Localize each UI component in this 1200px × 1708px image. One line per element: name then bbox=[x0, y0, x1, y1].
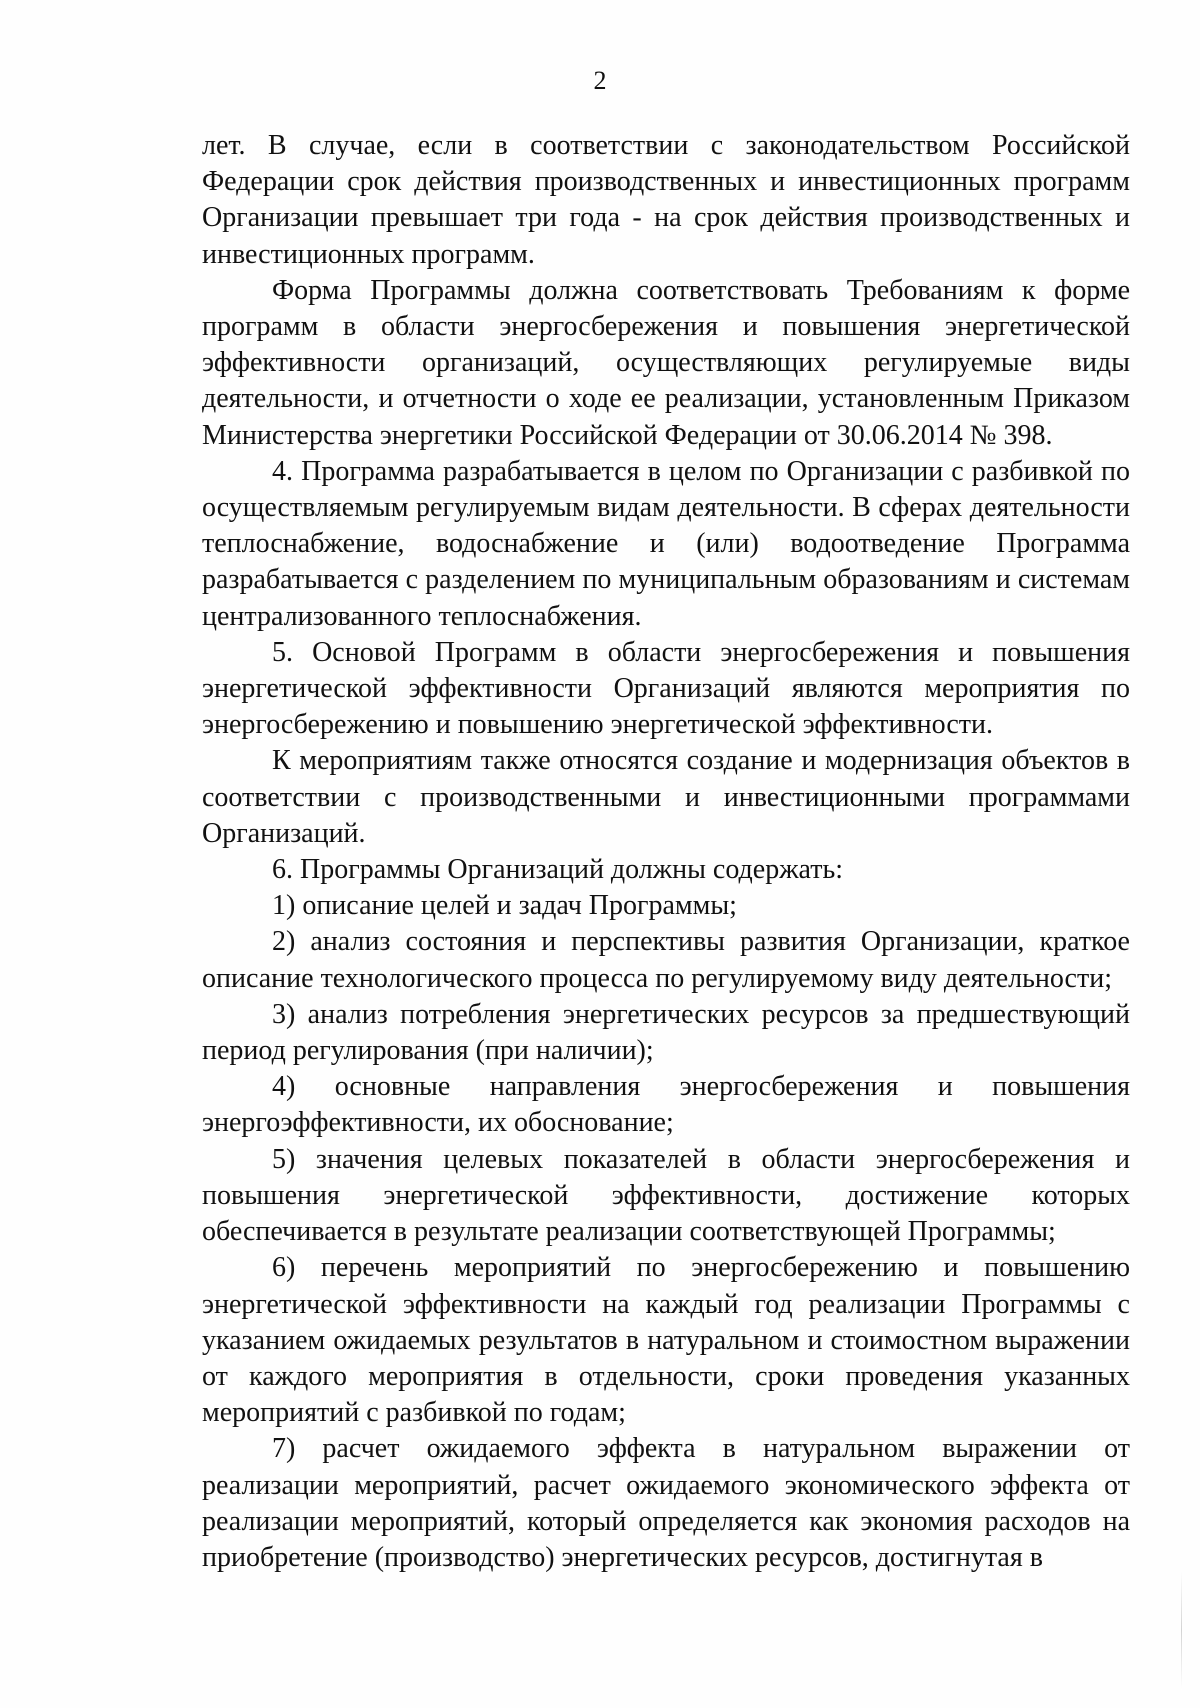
list-item-2: 2) анализ состояния и перспективы развития Организации, краткое описание технологического процесса по регулируемому виду деятельности; bbox=[202, 926, 1130, 994]
paragraph-program-form: Форма Программы должна соответствовать Требованиям к форме программ в области энергосбережения и повышения энергетической эффективности организаций, осуществляющих регулируемые виды деятельности, и отчетности о ходе ее реализации, установленным Приказом Министерства энергетики Российской Федерации от 30.06.2014 № 398. bbox=[202, 274, 1130, 451]
scan-edge-mark bbox=[1181, 1570, 1182, 1690]
list-item-1: 1) описание целей и задач Программы; bbox=[272, 890, 737, 922]
list-item-7: 7) расчет ожидаемого эффекта в натуральном выражении от реализации мероприятий, расчет ожидаемого экономического эффекта от реализации мероприятий, который определяется как экономия расходов на приобретение (производство) энергетических ресурсов, достигнутая в bbox=[202, 1433, 1130, 1573]
paragraph-item-6: 6. Программы Организаций должны содержать: bbox=[272, 854, 844, 886]
paragraph-term-continuation: лет. В случае, если в соответствии с законодательством Российской Федерации срок действия производственных и инвестиционных программ Организации превышает три года - на срок действия производственных и инвестиционных программ. bbox=[202, 130, 1130, 270]
paragraph-item-5: 5. Основой Программ в области энергосбережения и повышения энергетической эффективности Организаций являются мероприятия по энергосбережению и повышению энергетической эффективности. bbox=[202, 636, 1130, 741]
list-item-5: 5) значения целевых показателей в области энергосбережения и повышения энергетической эффективности, достижение которых обеспечивается в результате реализации соответствующей Программы; bbox=[202, 1143, 1130, 1248]
list-item-3: 3) анализ потребления энергетических ресурсов за предшествующий период регулирования (при наличии); bbox=[202, 998, 1130, 1067]
document-body bbox=[202, 128, 1130, 1576]
paragraph-measures: К мероприятиям также относятся создание и модернизация объектов в соответствии с производственными и инвестиционными программами Организаций. bbox=[202, 745, 1130, 849]
list-item-6: 6) перечень мероприятий по энергосбережению и повышению энергетической эффективности на каждый год реализации Программы с указанием ожидаемых результатов в натуральном и стоимостном выражении от каждого мероприятия в отдельности, сроки проведения указанных мероприятий с разбивкой по годам; bbox=[202, 1252, 1130, 1429]
paragraph-item-4: 4. Программа разрабатывается в целом по Организации с разбивкой по осуществляемым регулируемым видам деятельности. В сферах деятельности теплоснабжение, водоснабжение и (или) водоотведение Программа разрабатывается с разделением по муниципальным образованиям и системам централизованного теплоснабжения. bbox=[202, 455, 1130, 632]
page-number: 2 bbox=[593, 66, 607, 95]
list-item-4: 4) основные направления энергосбережения и повышения энергоэффективности, их обоснование; bbox=[202, 1071, 1130, 1139]
